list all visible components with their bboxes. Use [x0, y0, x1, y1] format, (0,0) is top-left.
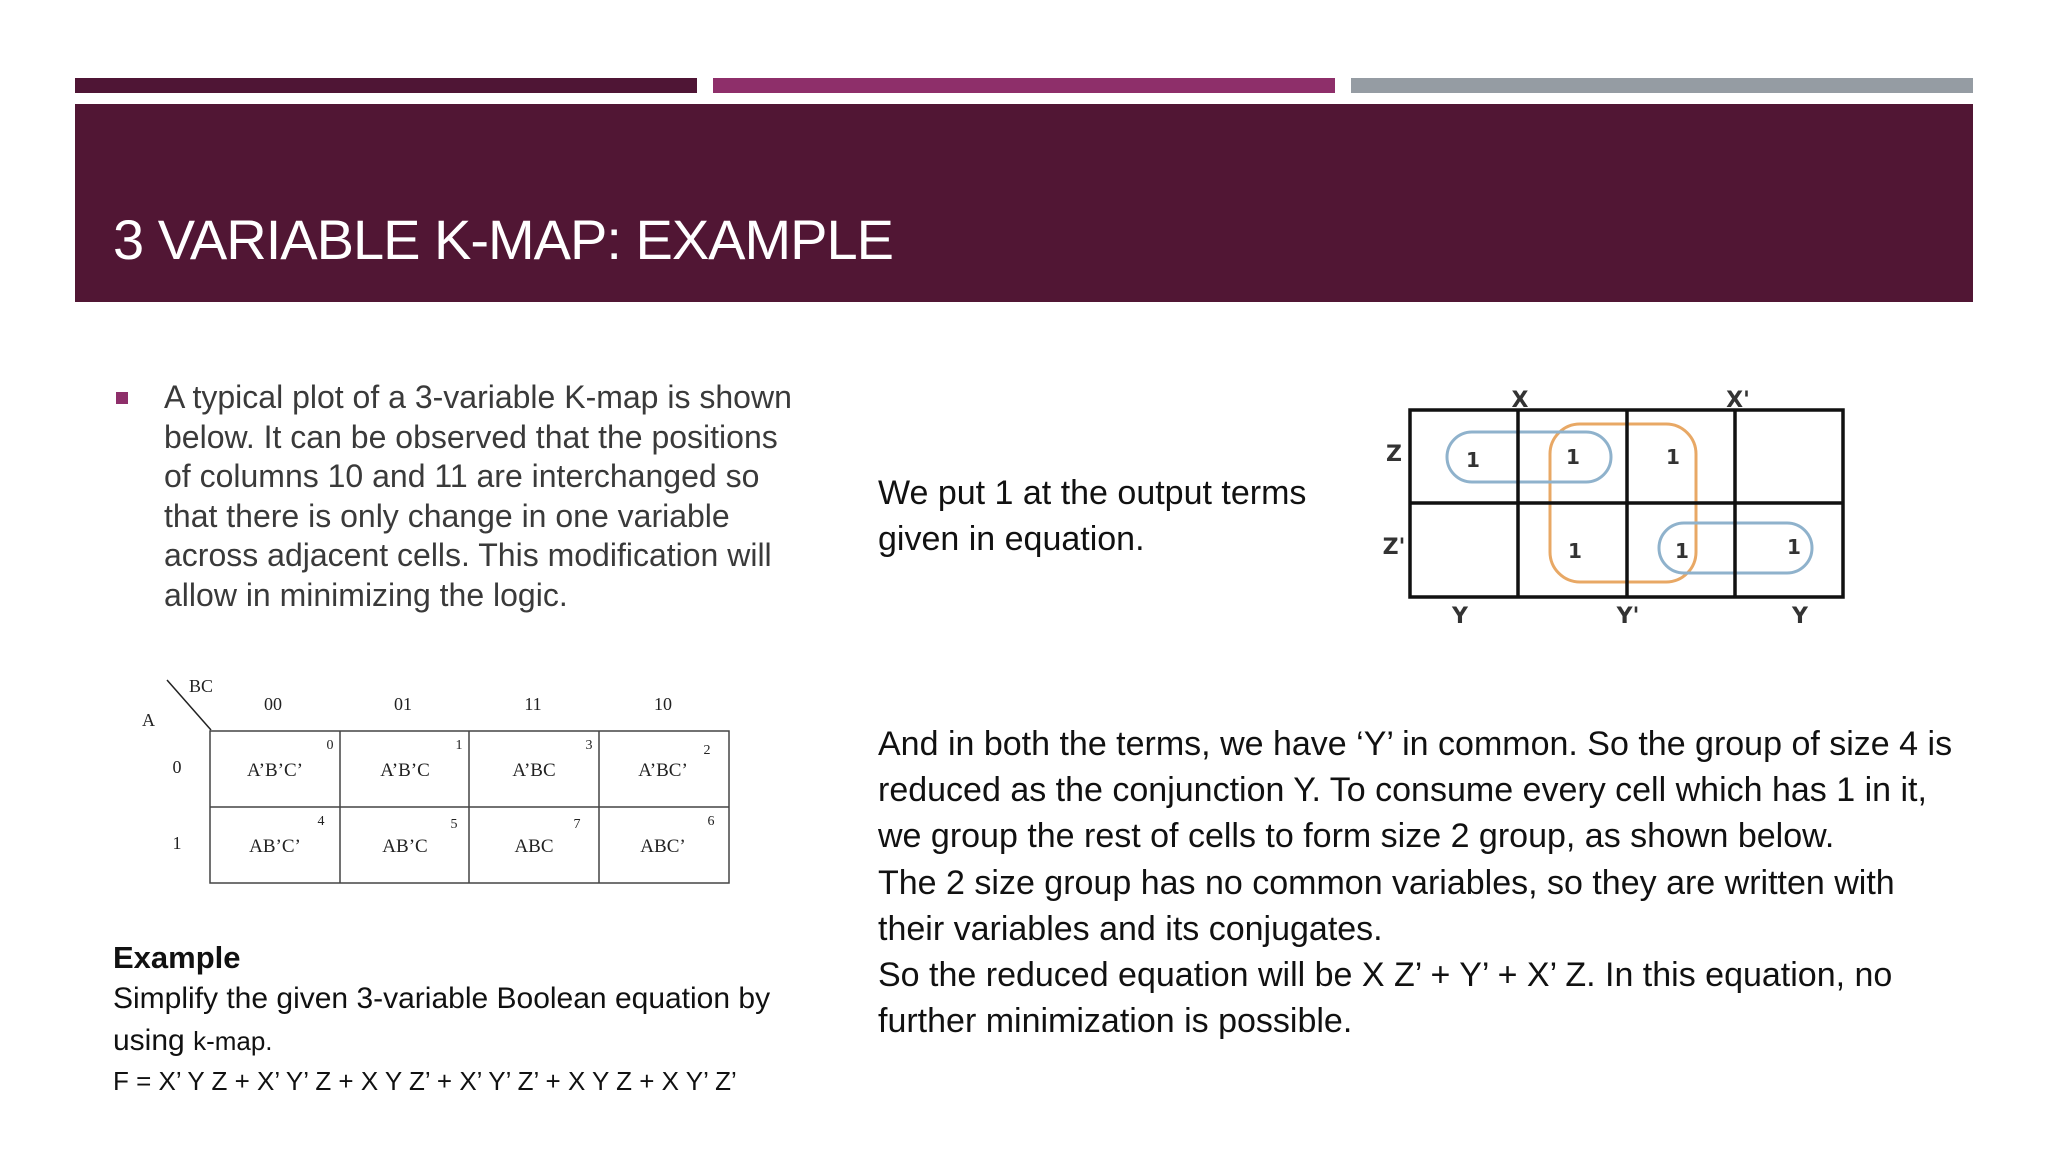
explanation-paragraph-2: The 2 size group has no common variables, so they are written with their variables and its conjugates. [878, 863, 1895, 948]
kmap2-cell: 1 [1466, 448, 1480, 472]
kmap-cell: AB’C’ [249, 836, 301, 857]
kmap-cell-index: 4 [317, 814, 325, 829]
kmap-col-header: 11 [524, 694, 542, 714]
put-one-text: We put 1 at the output terms given in equation. [878, 474, 1307, 558]
kmap2-cell: 1 [1666, 445, 1680, 469]
kmap-generic [135, 670, 735, 900]
kmap-row-var: A [142, 710, 155, 730]
title-banner [75, 104, 1973, 302]
kmap-cell: ABC [514, 836, 554, 857]
kmap2-left-label: Z [1386, 442, 1402, 467]
kmap-col-header: 01 [394, 694, 412, 714]
kmap-cell: A’B’C’ [247, 760, 303, 781]
kmap-cell: AB’C [382, 836, 428, 857]
kmap-cell-index: 6 [707, 814, 715, 829]
kmap2-top-label: X [1511, 388, 1529, 413]
kmap-cell-index: 2 [703, 743, 711, 758]
kmap-cell-index: 0 [326, 738, 334, 753]
slide-title: 3 VARIABLE K-MAP: EXAMPLE [113, 208, 894, 271]
kmap-cell-index: 5 [450, 817, 458, 832]
bullet-square-icon [116, 392, 128, 404]
kmap2-cell: 1 [1566, 445, 1580, 469]
kmap-col-header: 10 [654, 694, 672, 714]
kmap-row-header: 0 [172, 757, 182, 777]
example-equation: F = X’ Y Z + X’ Y’ Z + X Y Z’ + X’ Y’ Z’ + X Y Z + X Y’ Z’ [113, 1066, 737, 1096]
explanation-paragraph-1: And in both the terms, we have ‘Y’ in common. So the group of size 4 is reduced as the conjunction Y. To consume every cell which has 1 in it, we group the rest of cells to form size 2 group, as shown below. [878, 725, 1953, 856]
accent-bar-1 [75, 78, 697, 93]
kmap2-cell: 1 [1568, 539, 1582, 563]
kmap-row-header: 1 [172, 833, 182, 853]
kmap-cell-index: 3 [585, 738, 593, 753]
kmap2-bottom-label: Y [1452, 604, 1468, 629]
kmap2-cell: 1 [1787, 535, 1801, 559]
example-heading: Example [113, 940, 241, 975]
kmap-cell: A’BC’ [638, 760, 688, 781]
kmap2-left-label: Z' [1382, 535, 1406, 560]
kmap-col-header: 00 [264, 694, 282, 714]
accent-bar-2 [713, 78, 1335, 93]
example-block [113, 938, 833, 1100]
example-line2b: k-map. [193, 1026, 273, 1056]
kmap-cell: ABC’ [640, 836, 686, 857]
kmap-grouped [1370, 378, 1870, 638]
kmap2-top-label: X' [1726, 388, 1750, 413]
bullet-text: A typical plot of a 3-variable K-map is shown below. It can be observed that the positions of columns 10 and 11 are interchanged so that there is only change in one variable across adjacent cells. This modification will allow in minimizing the logic. [164, 379, 792, 613]
explanation-paragraph-3: So the reduced equation will be X Z’ + Y’ + X’ Z. In this equation, no further minimization is possible. [878, 956, 1893, 1041]
kmap-cell: A’BC [512, 760, 556, 781]
kmap-col-var: BC [189, 676, 214, 696]
accent-bar-3 [1351, 78, 1973, 93]
kmap-cell-index: 1 [455, 738, 463, 753]
kmap2-cell: 1 [1675, 539, 1689, 563]
explanation-text [878, 721, 1958, 1044]
example-description [113, 978, 833, 1062]
kmap2-bottom-label: Y [1792, 604, 1808, 629]
kmap-cell: A’B’C [380, 760, 430, 781]
example-line1: Simplify the given 3-variable Boolean equation by [113, 982, 771, 1015]
kmap-cell-index: 7 [573, 817, 581, 832]
kmap2-bottom-label: Y' [1616, 604, 1640, 629]
example-line2a: using [113, 1024, 194, 1057]
